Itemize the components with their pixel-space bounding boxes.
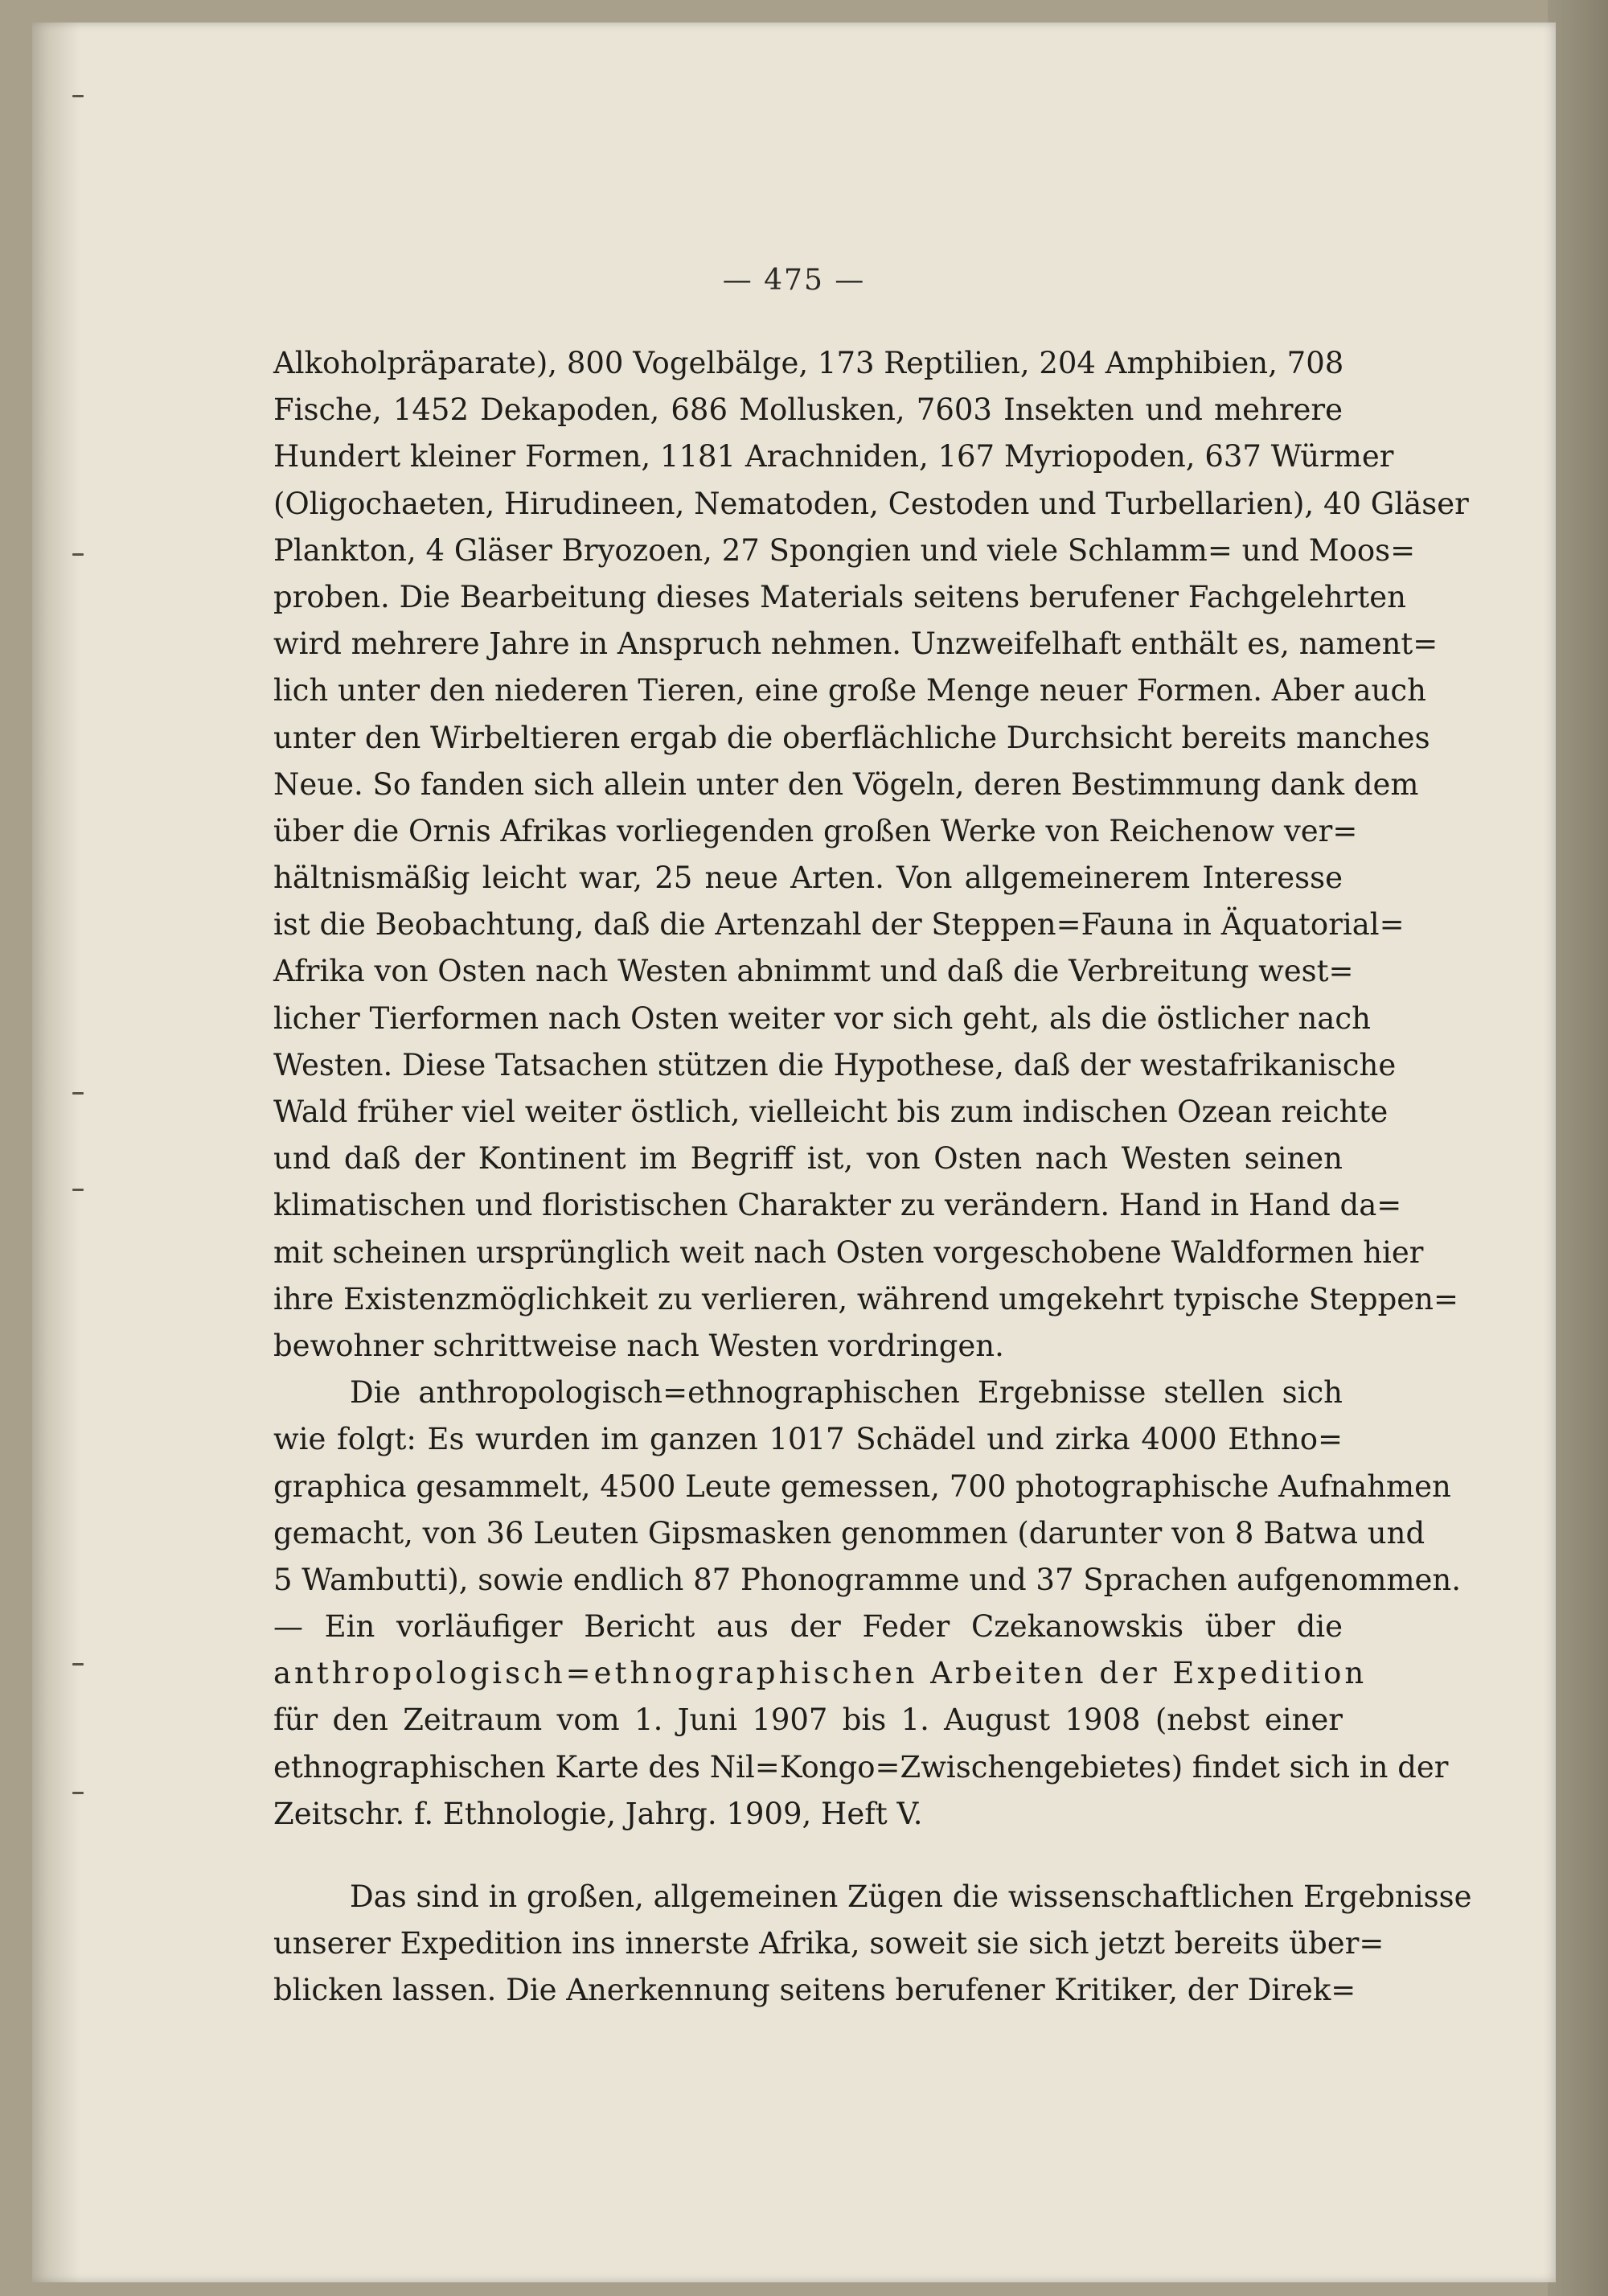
page-gutter-shadow	[32, 23, 80, 2282]
text-line: bewohner schrittweise nach Westen vordringen.	[273, 1328, 1004, 1363]
text-line: klimatischen und floristischen Charakter zu verändern. Hand in Hand da=	[273, 1188, 1402, 1223]
text-line: anthropologisch=ethnographischen Arbeiten der Expedition	[273, 1656, 1368, 1691]
text-line: Alkoholpräparate), 800 Vogelbälge, 173 Reptilien, 204 Amphibien, 708	[273, 346, 1344, 380]
text-line: Plankton, 4 Gläser Bryozoen, 27 Spongien und viele Schlamm= und Moos=	[273, 532, 1416, 568]
body-text	[273, 340, 1472, 2015]
text-line: Zeitschr. f. Ethnologie, Jahrg. 1909, Heft V.	[273, 1796, 923, 1831]
text-line: gemacht, von 36 Leuten Gipsmasken genommen (darunter von 8 Batwa und	[273, 1515, 1425, 1551]
text-line: proben. Die Bearbeitung dieses Materials seitens berufener Fachgelehrten	[273, 579, 1406, 614]
text-line: wird mehrere Jahre in Anspruch nehmen. Unzweifelhaft enthält es, nament=	[273, 626, 1438, 662]
text-line: lich unter den niederen Tieren, eine große Menge neuer Formen. Aber auch	[273, 673, 1426, 709]
text-line: Neue. So fanden sich allein unter den Vögeln, deren Bestimmung dank dem	[273, 766, 1419, 802]
text-line: wie folgt: Es wurden im ganzen 1017 Schädel und zirka 4000 Ethno=	[273, 1422, 1343, 1457]
text-line: mit scheinen ursprünglich weit nach Osten vorgeschobene Waldformen hier	[273, 1234, 1424, 1270]
text-line: ihre Existenzmöglichkeit zu verlieren, während umgekehrt typische Steppen=	[273, 1281, 1458, 1316]
text-line: Afrika von Osten nach Westen abnimmt und daß die Verbreitung west=	[273, 954, 1354, 989]
text-line: — Ein vorläufiger Bericht aus der Feder Czekanowskis über die	[273, 1609, 1343, 1645]
text-line: (Oligochaeten, Hirudineen, Nematoden, Cestoden und Turbellarien), 40 Gläser	[273, 486, 1469, 521]
text-line: graphica gesammelt, 4500 Leute gemessen, 700 photographische Aufnahmen	[273, 1468, 1451, 1504]
book-cover-edge	[1548, 0, 1608, 2296]
text-line: hältnismäßig leicht war, 25 neue Arten. Von allgemeinerem Interesse	[273, 860, 1343, 896]
book-page	[32, 23, 1556, 2282]
text-line: licher Tierformen nach Osten weiter vor sich geht, als die östlicher nach	[273, 1000, 1371, 1036]
text-line: und daß der Kontinent im Begriff ist, von Osten nach Westen seinen	[273, 1141, 1343, 1177]
text-line: Die anthropologisch=ethnographischen Ergebnisse stellen sich	[350, 1375, 1343, 1411]
binding-mark	[72, 95, 84, 97]
text-line: blicken lassen. Die Anerkennung seitens berufener Kritiker, der Direk=	[273, 1973, 1356, 2008]
text-line: Wald früher viel weiter östlich, vielleicht bis zum indischen Ozean reichte	[273, 1095, 1389, 1129]
text-line: Das sind in großen, allgemeinen Zügen die wissenschaftlichen Ergebnisse	[350, 1879, 1472, 1914]
binding-mark	[72, 1663, 84, 1666]
binding-mark	[72, 1092, 84, 1095]
text-line: 5 Wambutti), sowie endlich 87 Phonogramme und 37 Sprachen aufgenommen.	[273, 1562, 1462, 1597]
text-line: Fische, 1452 Dekapoden, 686 Mollusken, 7603 Insekten und mehrere	[273, 392, 1343, 428]
text-line: unter den Wirbeltieren ergab die oberflächliche Durchsicht bereits manches	[273, 720, 1430, 755]
text-line: Westen. Diese Tatsachen stützen die Hypothese, daß der westafrikanische	[273, 1047, 1397, 1082]
binding-mark	[72, 1189, 84, 1191]
page-number: — 475 —	[722, 264, 866, 297]
text-line: ist die Beobachtung, daß die Artenzahl der Steppen=Fauna in Äquatorial=	[273, 907, 1405, 943]
text-line: unserer Expedition ins innerste Afrika, soweit sie sich jetzt bereits über=	[273, 1926, 1384, 1961]
text-line: über die Ornis Afrikas vorliegenden großen Werke von Reichenow ver=	[273, 813, 1358, 848]
text-line: ethnographischen Karte des Nil=Kongo=Zwischengebietes) findet sich in der	[273, 1749, 1449, 1785]
binding-mark	[72, 1792, 84, 1794]
text-line: Hundert kleiner Formen, 1181 Arachniden, 167 Myriopoden, 637 Würmer	[273, 439, 1394, 474]
binding-mark	[72, 553, 84, 556]
text-line: für den Zeitraum vom 1. Juni 1907 bis 1. August 1908 (nebst einer	[273, 1702, 1343, 1738]
